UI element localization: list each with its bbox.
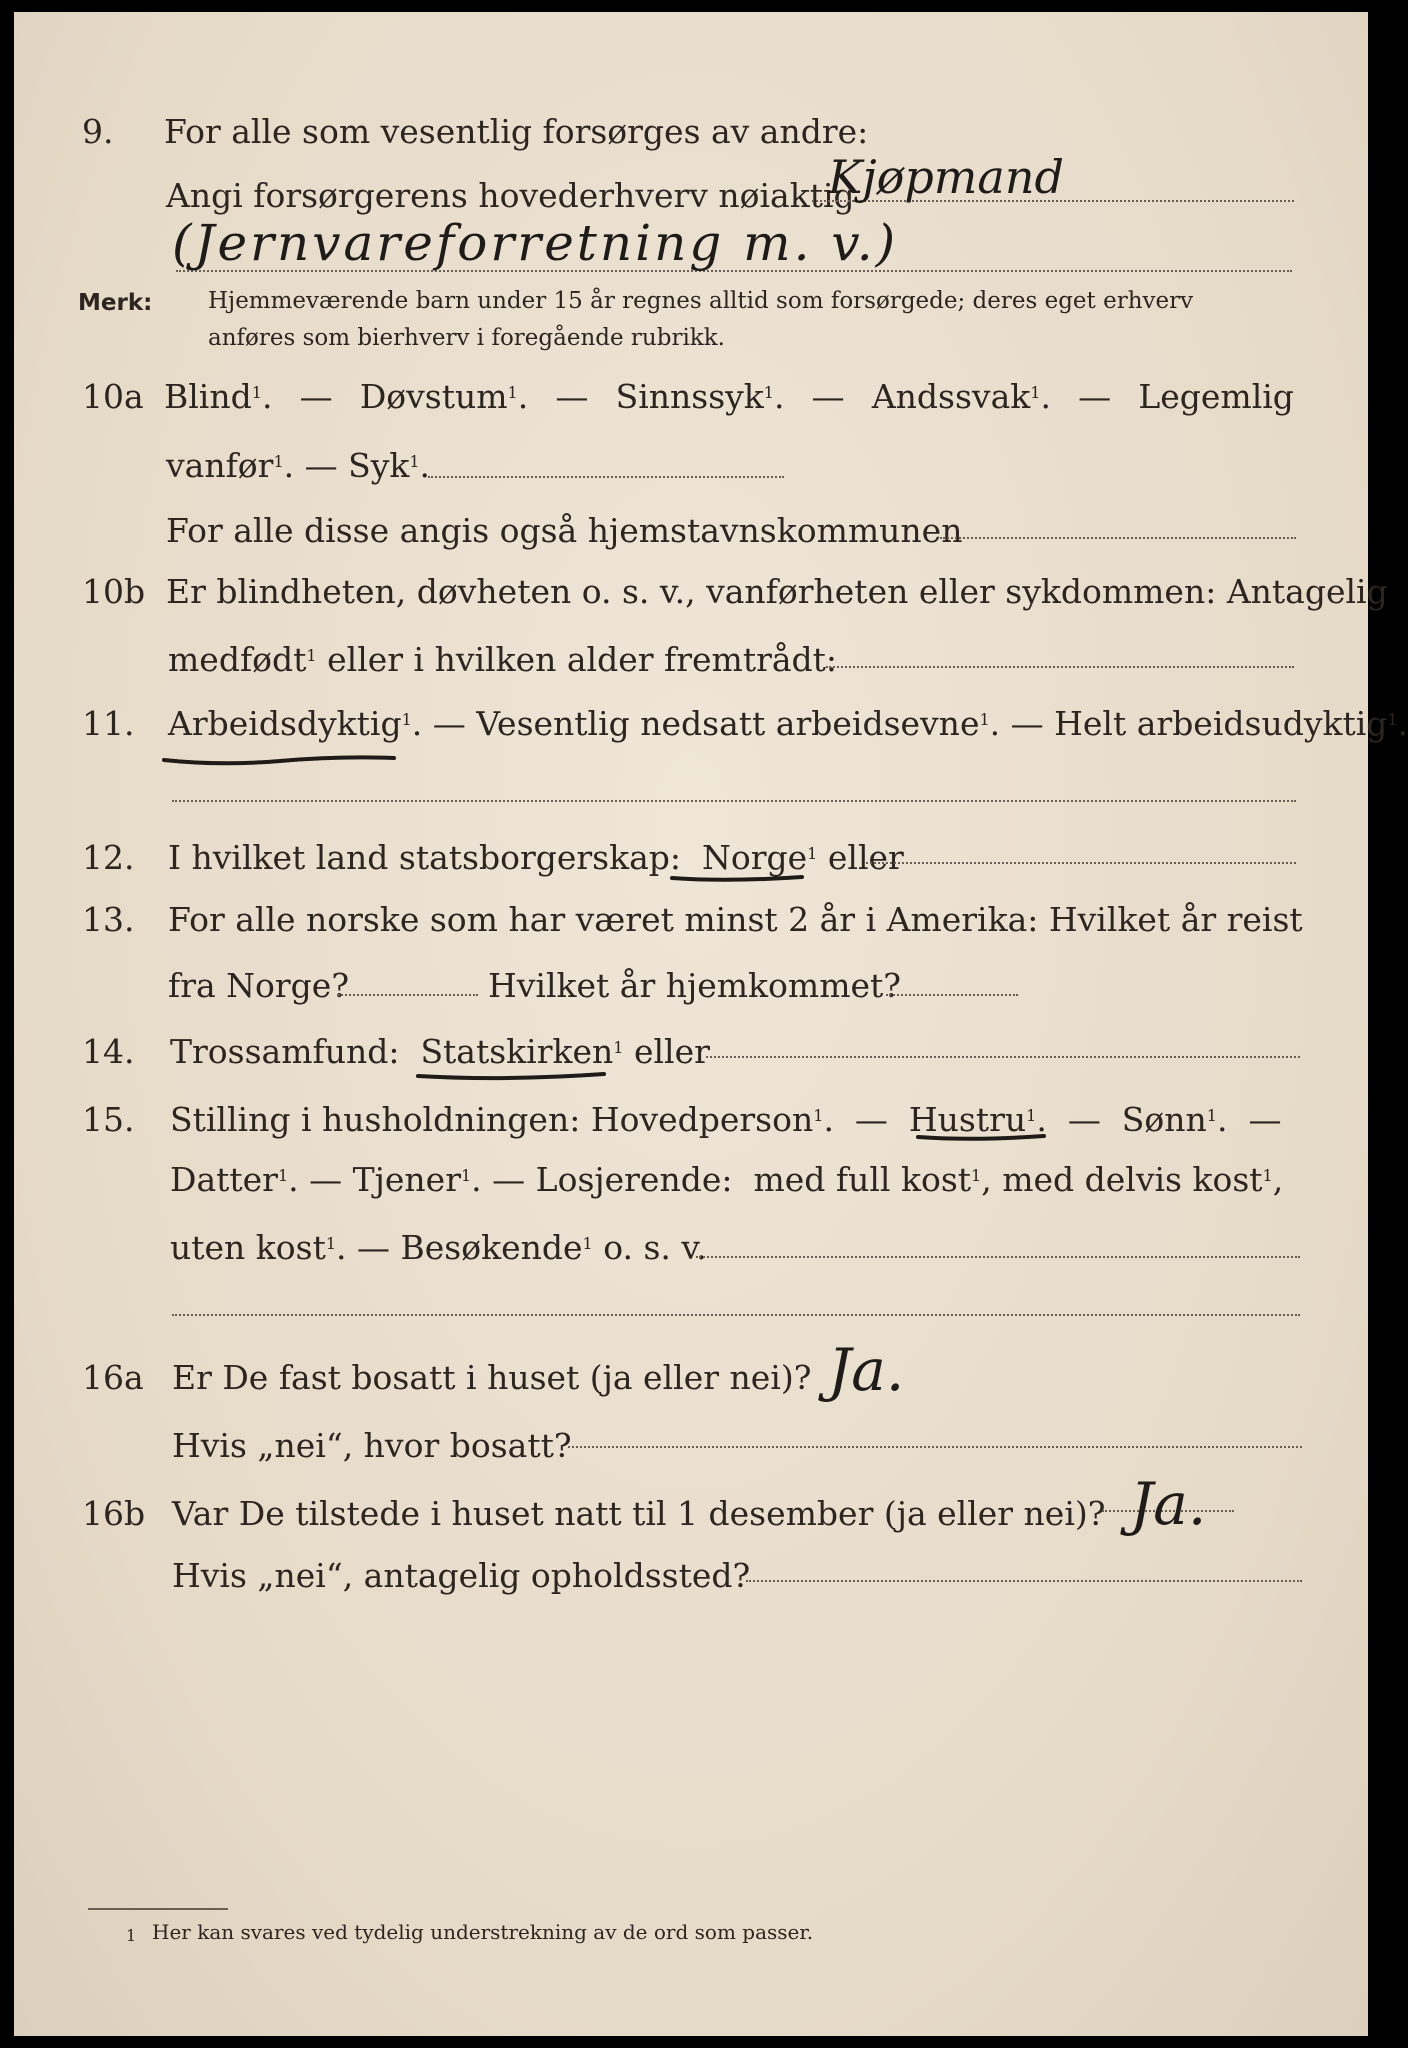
- q9-handwritten-occupation: Kjøpmand: [828, 150, 1064, 204]
- q10a-hjemstavn-line: [940, 537, 1296, 539]
- q15-answer-line2: [172, 1314, 1300, 1316]
- q15-answer-line1: [696, 1256, 1300, 1258]
- q11-line: Arbeidsdyktig$^1$. — Vesentlig nedsatt arbeidsevne$^1$. — Helt arbeidsudyktig$^1$.: [168, 704, 1408, 743]
- q15-line3: uten kost$^1$. — Besøkende$^1$ o. s. v.: [170, 1228, 707, 1267]
- q11-number: 11.: [82, 704, 135, 743]
- q10b-medfodt: medfødt: [168, 640, 307, 679]
- q10a-number: 10a: [82, 377, 144, 416]
- q10b-number: 10b: [82, 572, 146, 611]
- q13-hjemkommet: Hvilket år hjemkommet?: [488, 966, 901, 1005]
- q14-handwritten-underline: [414, 1066, 610, 1084]
- footnote-rule: [88, 1908, 228, 1910]
- q13-fra-norge: fra Norge?: [168, 966, 350, 1005]
- q10a-answer-line: [428, 476, 784, 478]
- q10b-line2: medfødt$^1$ eller i hvilken alder fremtrådt:: [168, 640, 838, 679]
- q16a-handwritten-answer: Ja.: [828, 1336, 905, 1404]
- q14-statskirken: Statskirken: [420, 1032, 614, 1071]
- q10a-sinnssyk: Sinnssyk: [615, 377, 764, 416]
- q12-number: 12.: [82, 838, 135, 877]
- q15-handwritten-underline: [914, 1128, 1050, 1146]
- q10a-syk: Syk: [348, 446, 410, 485]
- q12-answer-line: [866, 862, 1296, 864]
- q12-norge: Norge: [702, 838, 808, 877]
- q15-line1: Stilling i husholdningen: Hovedperson$^1$. — Hustru$^1$. — Sønn$^1$. —: [170, 1100, 1282, 1139]
- q16b-line2: Hvis „nei“, antagelig opholdssted?: [172, 1556, 751, 1595]
- q15-line2: Datter$^1$. — Tjener$^1$. — Losjerende: med full kost$^1$, med delvis kost$^1$,: [170, 1160, 1284, 1199]
- q16a-line1: Er De fast bosatt i huset (ja eller nei)?: [172, 1358, 812, 1397]
- footnote-mark: 1: [126, 1926, 137, 1945]
- q9-handwritten-detail: (Jernvareforretning m. v.): [172, 214, 899, 272]
- q16b-opholdssted-line: [746, 1580, 1302, 1582]
- q15-number: 15.: [82, 1100, 135, 1139]
- q11-handwritten-underline: [160, 748, 400, 768]
- q10a-line1: Blind$^1$. — Døvstum$^1$. — Sinnssyk$^1$. — Andssvak$^1$. — Legemlig: [164, 377, 1294, 416]
- q10a-vanfor: vanfør: [166, 446, 274, 485]
- q13-number: 13.: [82, 900, 135, 939]
- q10a-dovstum: Døvstum: [359, 377, 508, 416]
- q9-line1: For alle som vesentlig forsørges av andre:: [164, 112, 869, 151]
- q11-answer-line: [172, 800, 1296, 802]
- q11-arbeidsdyktig: Arbeidsdyktig: [168, 704, 402, 743]
- q14-answer-line: [706, 1056, 1300, 1058]
- q16b-handwritten-answer: Ja.: [1130, 1470, 1207, 1538]
- merk-line1: Hjemmeværende barn under 15 år regnes alltid som forsørgede; deres eget erhverv: [208, 288, 1194, 314]
- q12-handwritten-underline: [668, 868, 808, 886]
- footnote-text: Her kan svares ved tydelig understrekning av de ord som passer.: [152, 1920, 814, 1944]
- q10a-line3: For alle disse angis også hjemstavnskommunen: [166, 511, 963, 550]
- q13-line1: For alle norske som har været minst 2 år i Amerika: Hvilket år reist: [168, 900, 1303, 939]
- q10a-andssvak: Andssvak: [871, 377, 1031, 416]
- q9-number: 9.: [82, 112, 114, 151]
- q10a-blind: Blind: [164, 377, 252, 416]
- q10a-line2: vanfør$^1$. — Syk$^1$.: [166, 446, 431, 485]
- q9-line2: Angi forsørgerens hovederhverv nøiaktig: [166, 176, 855, 215]
- q13-hjemkommet-line: [886, 994, 1018, 996]
- q16b-line1: Var De tilstede i huset natt til 1 desember (ja eller nei)?: [172, 1494, 1106, 1533]
- q15-hustru: Hustru: [908, 1100, 1027, 1139]
- q16a-number: 16a: [82, 1358, 144, 1397]
- q12-line: I hvilket land statsborgerskap: Norge$^1$ eller: [168, 838, 904, 877]
- q10b-line1: Er blindheten, døvheten o. s. v., vanførheten eller sykdommen: Antagelig: [166, 572, 1388, 611]
- q13-reist-line: [338, 994, 478, 996]
- merk-label: Merk:: [78, 290, 153, 316]
- q16a-answer-line: [568, 1446, 1302, 1448]
- q16b-number: 16b: [82, 1494, 146, 1533]
- q14-line: Trossamfund: Statskirken$^1$ eller: [170, 1032, 710, 1071]
- q10b-answer-line: [826, 666, 1294, 668]
- q10a-legemlig: Legemlig: [1138, 377, 1294, 416]
- merk-line2: anføres som bierhverv i foregående rubrikk.: [208, 325, 725, 351]
- q14-number: 14.: [82, 1032, 135, 1071]
- q16a-line2: Hvis „nei“, hvor bosatt?: [172, 1426, 572, 1465]
